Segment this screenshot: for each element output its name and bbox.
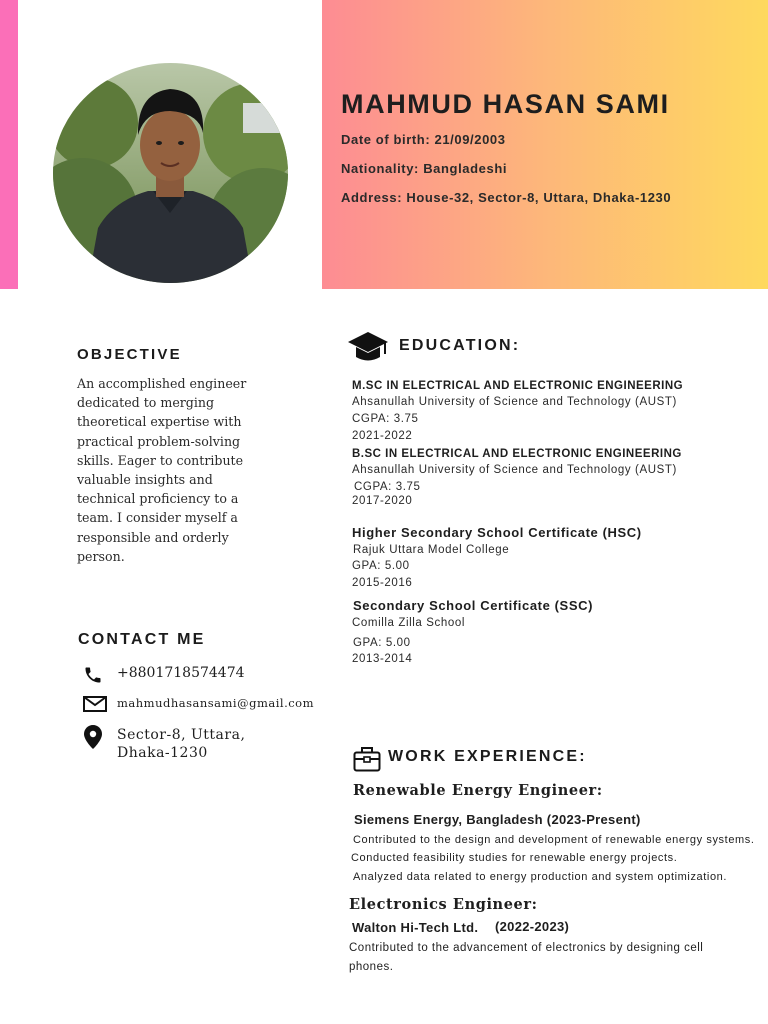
nationality: Nationality: Bangladeshi (341, 161, 508, 176)
msc-result: CGPA: 3.75 (352, 413, 419, 425)
pink-accent-strip (0, 0, 18, 289)
briefcase-icon (353, 746, 381, 777)
job2-role: Electronics Engineer: (349, 896, 538, 913)
objective-heading: OBJECTIVE (77, 346, 182, 363)
profile-photo (53, 63, 288, 283)
ssc-institution: Comilla Zilla School (352, 617, 465, 629)
location-pin-icon (84, 725, 102, 754)
phone-number[interactable]: +8801718574474 (117, 665, 245, 681)
job1-duty-1: Contributed to the design and development of renewable energy systems. (353, 834, 755, 846)
msc-degree: M.SC IN ELECTRICAL AND ELECTRONIC ENGINEERING (352, 380, 684, 392)
education-heading: EDUCATION: (399, 337, 521, 354)
bsc-institution: Ahsanullah University of Science and Technology (AUST) (352, 464, 677, 476)
date-of-birth: Date of birth: 21/09/2003 (341, 132, 506, 147)
job1-duty-2: Conducted feasibility studies for renewable energy projects. (351, 852, 678, 864)
ssc-result: GPA: 5.00 (353, 637, 411, 649)
bsc-years: 2017-2020 (352, 495, 413, 507)
candidate-name: MAHMUD HASAN SAMI (341, 89, 670, 119)
contact-heading: CONTACT ME (78, 631, 206, 648)
contact-address-line2: Dhaka-1230 (117, 745, 208, 761)
msc-institution: Ahsanullah University of Science and Technology (AUST) (352, 396, 677, 408)
work-experience-heading: WORK EXPERIENCE: (388, 748, 587, 765)
job2-duty-1: Contributed to the advancement of electronics by designing cell phones. (349, 942, 704, 973)
contact-address (117, 726, 245, 762)
job2-period: (2022-2023) (495, 919, 570, 934)
contact-address-line1: Sector-8, Uttara, (117, 727, 246, 743)
msc-years: 2021-2022 (352, 430, 413, 442)
home-address: Address: House-32, Sector-8, Uttara, Dhaka-1230 (341, 190, 672, 205)
objective-text: An accomplished engineer dedicated to merging theoretical expertise with practical problem-solving skills. Eager to contribute valuable insights and technical proficiency to a team. I consider myself a responsible and orderly person. (77, 376, 247, 564)
envelope-icon (83, 696, 107, 717)
hsc-title: Higher Secondary School Certificate (HSC) (352, 525, 642, 540)
bsc-degree: B.SC IN ELECTRICAL AND ELECTRONIC ENGINEERING (352, 448, 682, 460)
ssc-years: 2013-2014 (352, 653, 413, 665)
ssc-title: Secondary School Certificate (SSC) (353, 598, 594, 613)
hsc-years: 2015-2016 (352, 577, 413, 589)
job1-company: Siemens Energy, Bangladesh (2023-Present) (354, 812, 641, 827)
job2-company: Walton Hi-Tech Ltd. (352, 920, 479, 935)
job1-role: Renewable Energy Engineer: (353, 782, 603, 799)
graduation-cap-icon (347, 331, 389, 370)
hsc-result: GPA: 5.00 (352, 560, 410, 572)
phone-icon (83, 665, 103, 690)
email-address[interactable]: mahmudhasansami@gmail.com (117, 696, 315, 710)
bsc-result: CGPA: 3.75 (354, 481, 421, 493)
job1-duty-3: Analyzed data related to energy production and system optimization. (353, 871, 728, 883)
hsc-institution: Rajuk Uttara Model College (353, 544, 510, 556)
